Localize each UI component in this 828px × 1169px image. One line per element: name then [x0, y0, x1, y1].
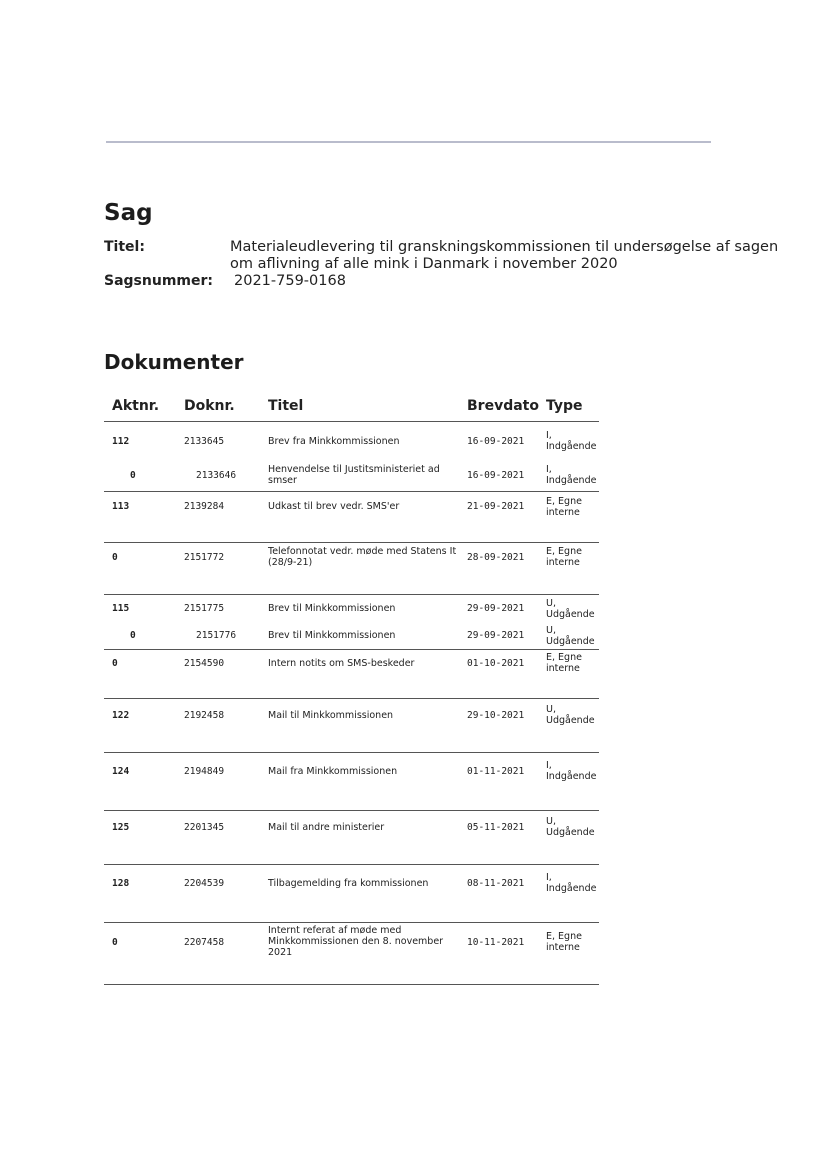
cell-titel: Brev fra Minkkommissionen: [268, 436, 400, 447]
cell-brevdato: 01-11-2021: [467, 766, 525, 777]
row-divider: [104, 810, 599, 811]
sagsnummer-label: Sagsnummer:: [104, 273, 213, 289]
cell-doknr: 2151775: [184, 603, 225, 614]
cell-titel: Udkast til brev vedr. SMS'er: [268, 501, 400, 512]
cell-type: U, Udgående: [546, 704, 595, 726]
cell-doknr: 2133646: [196, 470, 237, 481]
cell-brevdato: 29-09-2021: [467, 603, 525, 614]
cell-doknr: 2207458: [184, 937, 225, 948]
cell-aktnr: 115: [112, 603, 130, 614]
cell-titel: Telefonnotat vedr. møde med Statens It (28/9-21): [268, 546, 457, 568]
cell-doknr: 2154590: [184, 658, 225, 669]
row-divider: [104, 752, 599, 753]
row-divider: [104, 542, 599, 543]
cell-titel: Brev til Minkkommissionen: [268, 603, 396, 614]
cell-titel: Mail fra Minkkommissionen: [268, 766, 398, 777]
cell-type: I, Indgående: [546, 760, 597, 782]
cell-brevdato: 05-11-2021: [467, 822, 525, 833]
titel-value-line1: Materialeudlevering til granskningskommissionen til undersøgelse af sagen: [230, 239, 779, 255]
col-header-doknr: Doknr.: [184, 398, 235, 414]
cell-aktnr: 0: [130, 630, 136, 641]
cell-brevdato: 16-09-2021: [467, 470, 525, 481]
cell-aktnr: 128: [112, 878, 130, 889]
cell-aktnr: 122: [112, 710, 130, 721]
col-header-titel: Titel: [268, 398, 304, 414]
cell-type: E, Egne interne: [546, 546, 582, 568]
table-bottom-divider: [104, 984, 599, 985]
cell-titel: Intern notits om SMS-beskeder: [268, 658, 415, 669]
cell-doknr: 2151776: [196, 630, 237, 641]
cell-brevdato: 16-09-2021: [467, 436, 525, 447]
cell-brevdato: 28-09-2021: [467, 552, 525, 563]
cell-titel: Tilbagemelding fra kommissionen: [268, 878, 429, 889]
cell-aktnr: 113: [112, 501, 130, 512]
cell-brevdato: 01-10-2021: [467, 658, 525, 669]
cell-doknr: 2204539: [184, 878, 225, 889]
cell-type: U, Udgående: [546, 625, 595, 647]
dokumenter-heading: Dokumenter: [104, 350, 244, 374]
cell-titel: Henvendelse til Justitsministeriet ad smser: [268, 464, 440, 486]
cell-doknr: 2133645: [184, 436, 225, 447]
cell-aktnr: 0: [112, 658, 118, 669]
row-divider: [104, 922, 599, 923]
cell-aktnr: 0: [112, 552, 118, 563]
cell-type: I, Indgående: [546, 464, 597, 486]
titel-value-line2: om aflivning af alle mink i Danmark i november 2020: [230, 256, 618, 272]
cell-brevdato: 08-11-2021: [467, 878, 525, 889]
col-header-brevdato: Brevdato: [467, 398, 539, 414]
cell-titel: Internt referat af møde med Minkkommissionen den 8. november 2021: [268, 925, 444, 958]
cell-doknr: 2192458: [184, 710, 225, 721]
cell-type: I, Indgående: [546, 872, 597, 894]
row-divider: [104, 864, 599, 865]
cell-titel: Brev til Minkkommissionen: [268, 630, 396, 641]
col-header-type: Type: [546, 398, 583, 414]
sag-heading: Sag: [104, 200, 153, 226]
cell-brevdato: 29-09-2021: [467, 630, 525, 641]
cell-doknr: 2201345: [184, 822, 225, 833]
row-divider: [104, 594, 599, 595]
row-divider: [104, 649, 599, 650]
titel-label: Titel:: [104, 239, 145, 255]
cell-aktnr: 0: [130, 470, 136, 481]
cell-aktnr: 112: [112, 436, 130, 447]
header-divider: [104, 421, 599, 422]
cell-doknr: 2139284: [184, 501, 225, 512]
cell-aktnr: 125: [112, 822, 130, 833]
cell-brevdato: 29-10-2021: [467, 710, 525, 721]
cell-titel: Mail til andre ministerier: [268, 822, 385, 833]
cell-aktnr: 0: [112, 937, 118, 948]
cell-type: I, Indgående: [546, 430, 597, 452]
cell-doknr: 2151772: [184, 552, 225, 563]
cell-brevdato: 10-11-2021: [467, 937, 525, 948]
cell-type: U, Udgående: [546, 816, 595, 838]
cell-type: E, Egne interne: [546, 496, 582, 518]
col-header-aktnr: Aktnr.: [112, 398, 160, 414]
sagsnummer-value: 2021-759-0168: [234, 273, 346, 289]
cell-doknr: 2194849: [184, 766, 225, 777]
cell-brevdato: 21-09-2021: [467, 501, 525, 512]
row-divider: [104, 491, 599, 492]
cell-type: E, Egne interne: [546, 931, 582, 953]
cell-type: E, Egne interne: [546, 652, 582, 674]
row-divider: [104, 698, 599, 699]
cell-titel: Mail til Minkkommissionen: [268, 710, 394, 721]
cell-aktnr: 124: [112, 766, 130, 777]
cell-type: U, Udgående: [546, 598, 595, 620]
top-divider: [106, 141, 711, 143]
